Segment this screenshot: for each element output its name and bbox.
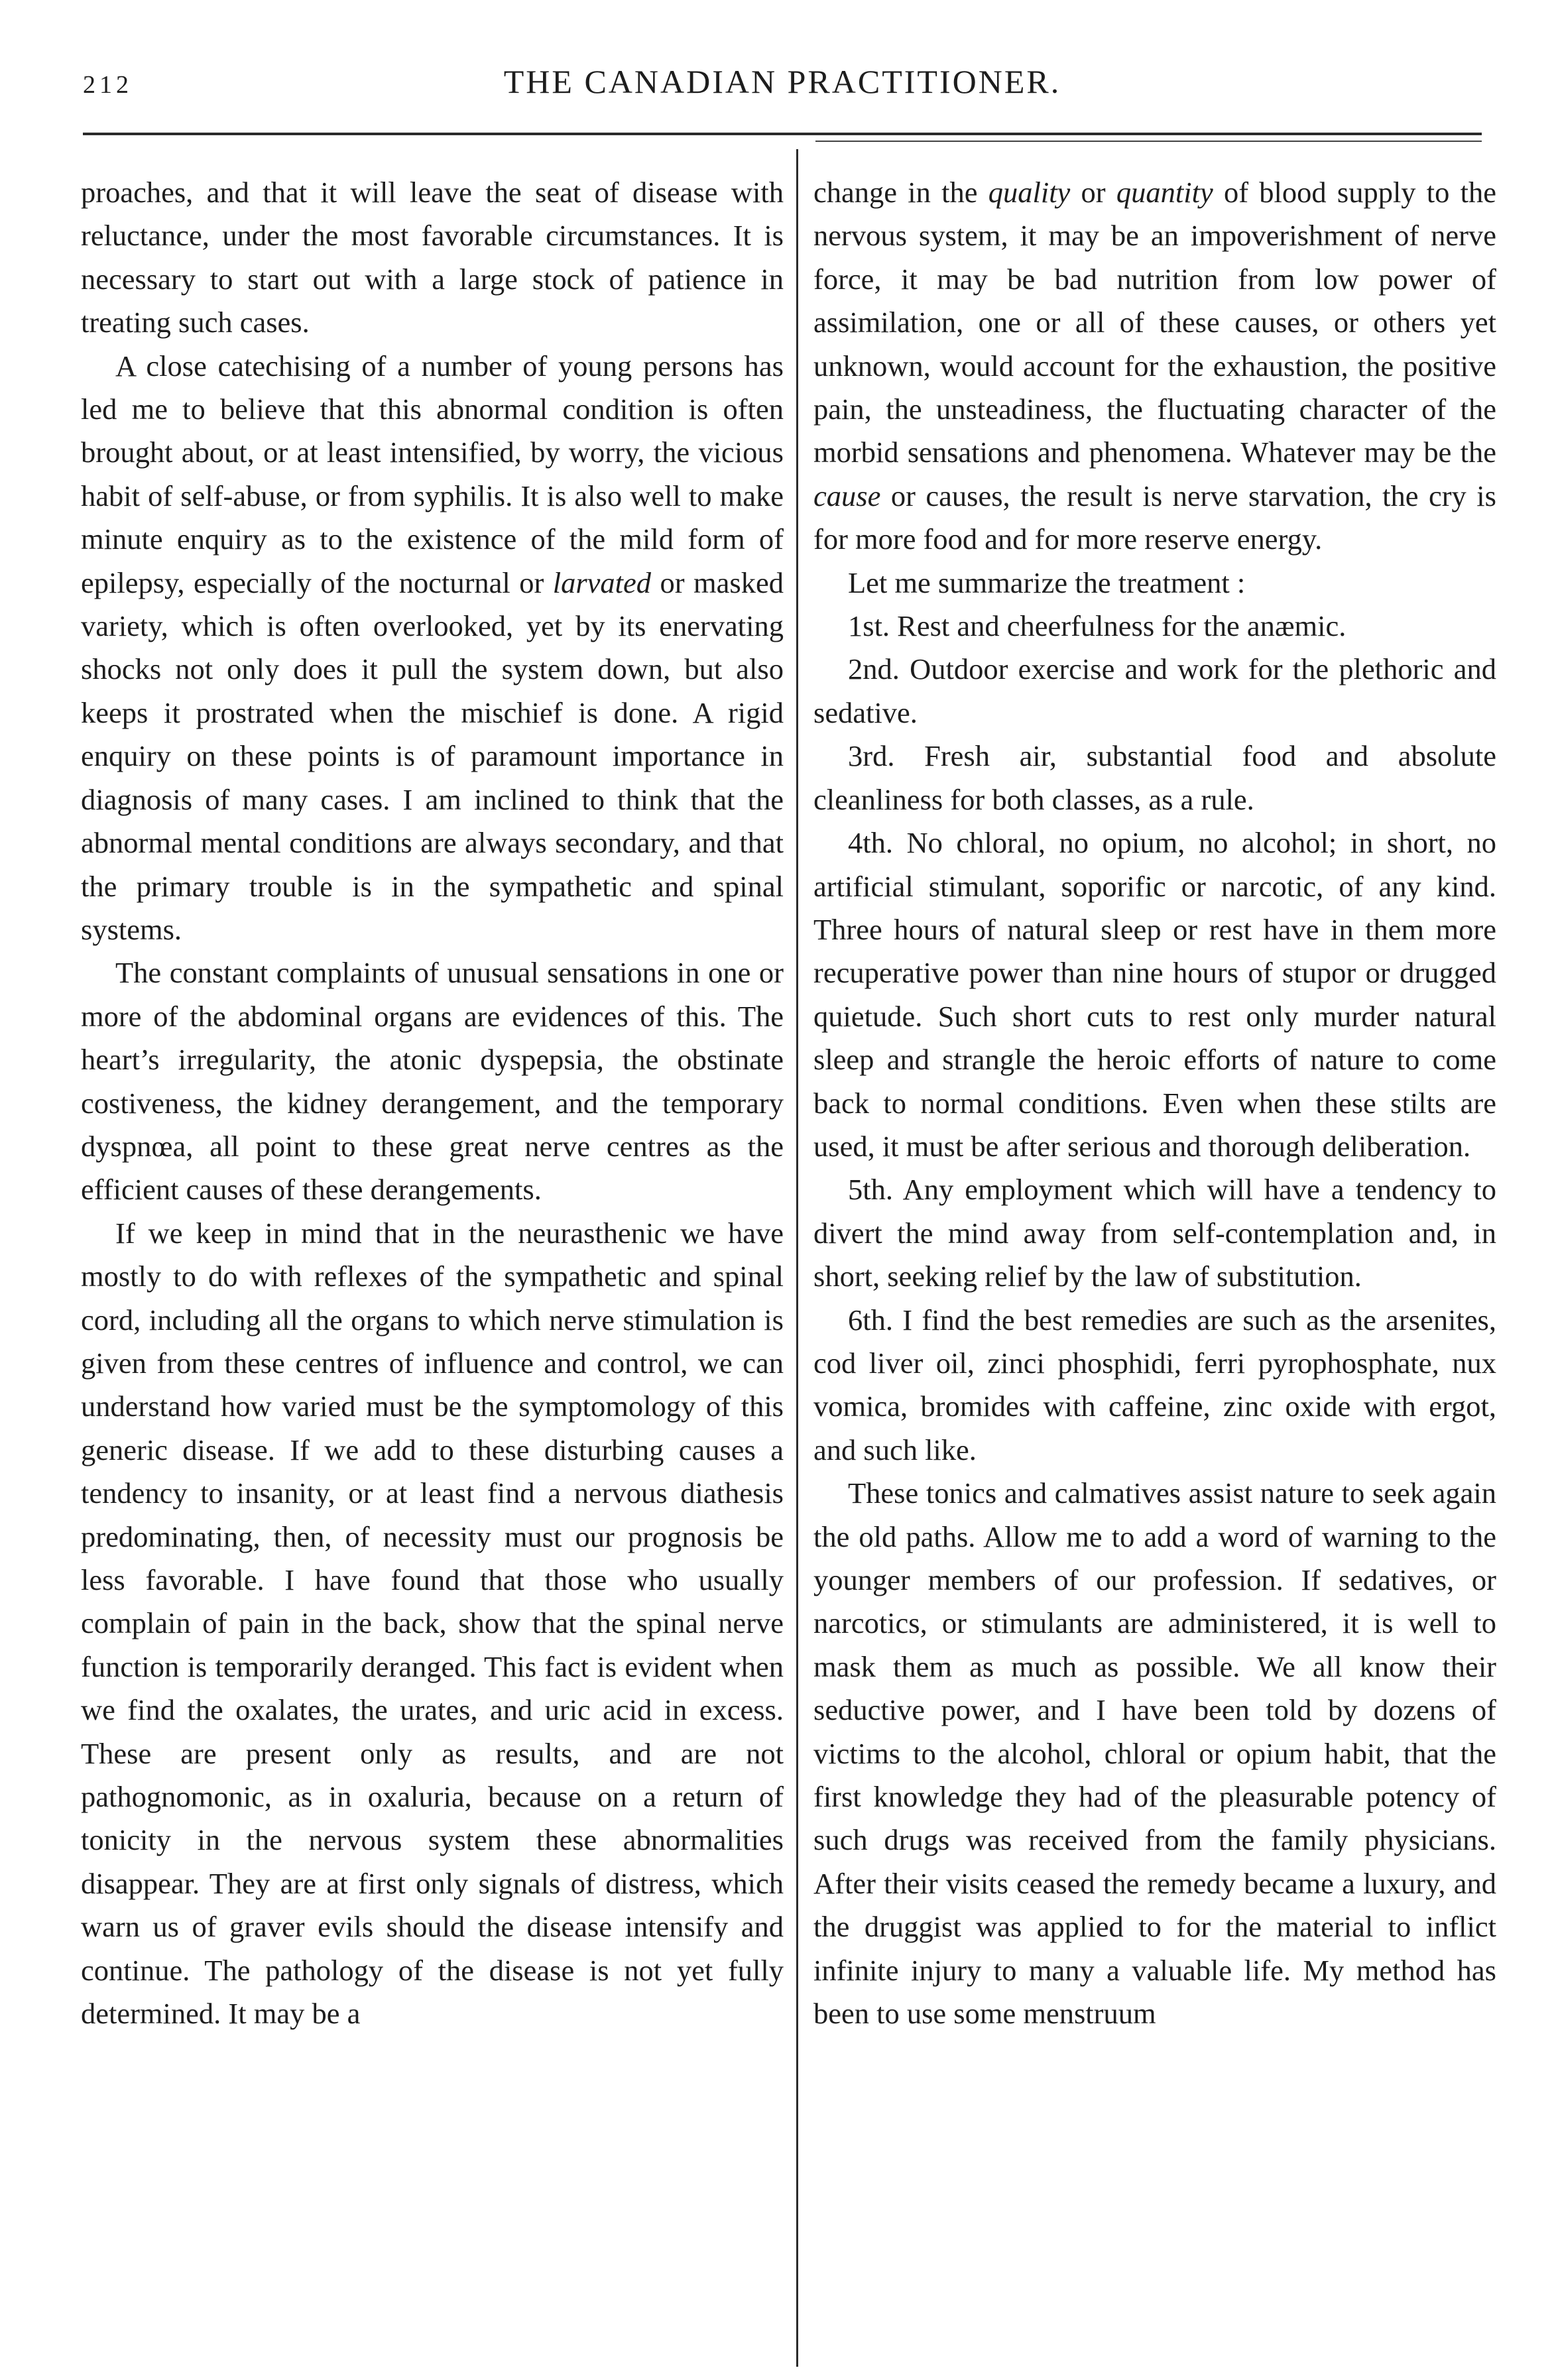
paragraph-text: or <box>1070 176 1116 209</box>
right-paragraph-2 <box>813 562 1496 605</box>
page-number: 212 <box>83 71 133 99</box>
paragraph-text: Let me summarize the treatment : <box>848 565 1246 599</box>
left-paragraph-4: If we keep in mind that in the neurasthenic we have mostly to do with reflexes of the sympathetic and spinal cord, including all the organs to which nerve stimulation is given from these centres of influence and control, we can understand how varied must be the symptomology of this generic disease. If we add to these disturbing causes a tendency to insanity, or at least find a nervous diathesis predominating, then, of necessity must our prognosis be less favorable. I have found that those who usually complain of pain in the back, show that the spinal nerve function is temporarily deranged. This fact is evident when we find the oxalates, the urates, and uric acid in excess. These are present only as results, and are not pathognomonic, as in oxaluria, because on a return of tonicity in the nervous system these abnormalities disappear. They are at first only signals of distress, which warn us of graver evils should the disease intensify and continue. The pathology of the disease is not yet fully determined. It may be a <box>81 1216 784 2031</box>
header-rule-secondary <box>815 141 1482 142</box>
right-paragraph-5 <box>813 735 1496 821</box>
right-paragraph-9 <box>813 1472 1496 2035</box>
right-paragraph-7 <box>813 1168 1496 1298</box>
right-paragraph-8 <box>813 1299 1496 1472</box>
paragraph-text: or causes, the result is nerve starvation, the cry is for more food and for more reserve energy. <box>813 479 1496 556</box>
paragraph-text: 3rd. Fresh air, substantial food and absolute cleanliness for both classes, as a rule. <box>813 739 1496 816</box>
italic-term: cause <box>813 479 881 512</box>
paragraph-text: 6th. I find the best remedies are such as the arsenites, cod liver oil, zinci phosphidi, ferri pyrophosphate, nux vomica, bromides with caffeine, zinc oxide with ergot, and such like. <box>813 1303 1496 1466</box>
running-head <box>83 58 1482 105</box>
right-column <box>813 171 1496 2035</box>
paragraph-text: change in the <box>813 176 988 209</box>
paragraph-text: These tonics and calmatives assist nature to seek again the old paths. Allow me to add a word of warning to the younger members of our profession. If sedatives, or narcotics, or stimulants are administered, it is well to mask them as much as possible. We all know their seductive power, and I have been told by dozens of victims to the alcohol, chloral or opium habit, that the first knowledge they had of the pleasurable potency of such drugs was received from the family physicians. After their visits ceased the remedy became a luxury, and the druggist was applied to for the material to inflict infinite injury to many a valuable life. My method has been to use some menstruum <box>813 1476 1496 2031</box>
left-paragraph-1: proaches, and that it will leave the seat of disease with reluctance, under the most favorable circumstances. It is necessary to start out with a large stock of patience in treating such cases. <box>81 176 784 339</box>
italic-term: quantity <box>1116 176 1213 209</box>
left-paragraph-2-text-a: A close catechising of a number of young persons has led me to believe that this abnormal condition is often brought about, or at least intensified, by worry, the vicious habit of self-abuse, or from syphilis. It is also well to make minute enquiry as to the existence of the mild form of epilepsy, especially of the nocturnal or <box>81 349 784 599</box>
column-divider <box>796 149 798 2367</box>
paragraph-text: of blood supply to the nervous system, it may be an impoverishment of nerve force, it may be bad nutrition from low power of assimilation, one or all of these causes, or others yet unknown, would account for the exhaustion, the positive pain, the unsteadiness, the fluctuating character of the morbid sensations and phenomena. Whatever may be the <box>813 176 1497 469</box>
right-paragraph-6 <box>813 821 1496 1168</box>
right-paragraph-1 <box>813 171 1496 562</box>
paragraph-text: 4th. No chloral, no opium, no alcohol; in short, no artificial stimulant, soporific or narcotic, of any kind. Three hours of natural sleep or rest have in them more recuperative power than nine hours of stupor or drugged quietude. Such short cuts to rest only murder natural sleep and strangle the heroic efforts of nature to come back to normal conditions. Even when these stilts are used, it must be after serious and thorough deliberation. <box>813 826 1496 1163</box>
left-paragraph-2-text-b: or masked variety, which is often overlooked, yet by its enervating shocks not only does it pull the system down, but also keeps it prostrated when the mischief is done. A rigid enquiry on these points is of paramount importance in diagnosis of many cases. I am inclined to think that the abnormal mental conditions are always secondary, and that the primary trouble is in the sympathetic and spinal systems. <box>81 565 784 946</box>
right-paragraph-4 <box>813 648 1496 735</box>
paragraph-text: 2nd. Outdoor exercise and work for the plethoric and sedative. <box>813 652 1496 729</box>
italic-term: quality <box>988 176 1071 209</box>
paragraph-text: 5th. Any employment which will have a tendency to divert the mind away from self-contemplation and, in short, seeking relief by the law of substitution. <box>813 1173 1496 1293</box>
right-paragraph-3 <box>813 605 1496 648</box>
left-paragraph-3: The constant complaints of unusual sensations in one or more of the abdominal organs are evidences of this. The heart’s irregularity, the atonic dyspepsia, the obstinate costiveness, the kidney derangement, and the temporary dyspnœa, all point to these great nerve centres as the efficient causes of these derangements. <box>81 956 784 1207</box>
header-rule <box>83 133 1482 135</box>
paragraph-text: 1st. Rest and cheerfulness for the anæmic. <box>848 609 1346 643</box>
italic-term-larvated: larvated <box>552 565 652 599</box>
left-column <box>81 171 784 2035</box>
left-paragraph-2 <box>81 345 784 952</box>
journal-title: THE CANADIAN PRACTITIONER. <box>503 63 1061 100</box>
